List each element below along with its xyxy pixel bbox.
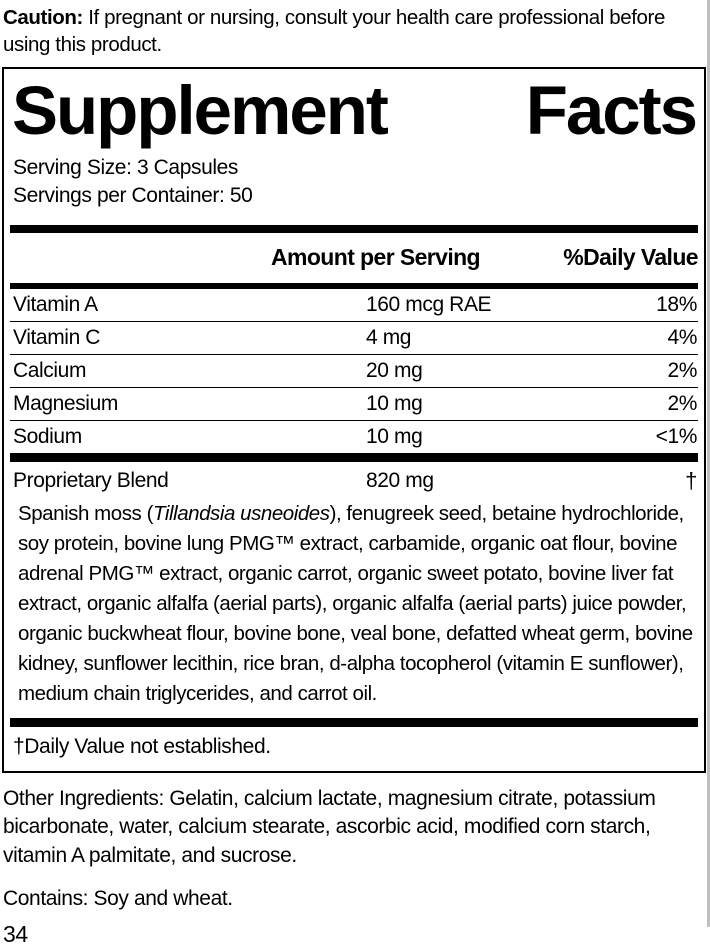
- daily-value-footnote: †Daily Value not established.: [13, 734, 271, 758]
- column-header-daily-value: %Daily Value: [563, 243, 698, 270]
- panel-title-word-facts: Facts: [525, 72, 696, 149]
- blend-amount: 820 mg: [366, 468, 434, 492]
- nutrient-name: Calcium: [13, 358, 87, 382]
- nutrient-daily-value: 2%: [667, 391, 697, 415]
- blend-description-suffix: ), fenugreek seed, betaine hydrochloride, soy protein, bovine lung PMG™ extract, carbamide, organic oat flour, bovine adrenal PMG™ extract, organic carrot, organic sweet potato, bovine liver fat extract, organic alfalfa (aerial parts), organic alfalfa (aerial parts) juice powder, organic buckwheat flour, bovine bone, veal bone, defatted wheat germ, bovine kidney, sunflower lecithin, rice bran, d-alpha tocopherol (vitamin E sunflower), medium chain triglycerides, and carrot oil.: [18, 501, 693, 705]
- blend-dagger: †: [685, 467, 697, 493]
- blend-name: Proprietary Blend: [13, 468, 169, 492]
- contains-statement: Contains: Soy and wheat.: [3, 887, 233, 911]
- nutrient-daily-value: 18%: [656, 292, 697, 316]
- nutrient-name: Magnesium: [13, 391, 118, 415]
- blend-description: [10, 497, 702, 718]
- nutrient-amount: 10 mg: [366, 424, 423, 448]
- other-ingredients: Other Ingredients: Gelatin, calcium lactate, magnesium citrate, potassium bicarbonate, water, calcium stearate, ascorbic acid, modified corn starch, vitamin A palmitate, and sucrose.: [3, 786, 656, 867]
- column-header-amount: Amount per Serving: [271, 243, 481, 270]
- nutrient-amount: 4 mg: [366, 325, 412, 349]
- serving-size: Serving Size: 3 Capsules: [13, 155, 239, 179]
- nutrient-name: Vitamin C: [13, 325, 101, 349]
- caution-label: Caution:: [3, 6, 83, 29]
- divider-bar-thick: [10, 718, 698, 727]
- nutrient-amount: 160 mcg RAE: [366, 292, 492, 316]
- caution-text: [2, 4, 684, 58]
- nutrient-row: [10, 421, 698, 453]
- supplement-facts-panel: [2, 67, 706, 773]
- proprietary-blend-row: [10, 462, 698, 497]
- nutrient-name: Vitamin A: [13, 292, 98, 316]
- nutrient-amount: 10 mg: [366, 391, 423, 415]
- nutrient-amount: 20 mg: [366, 358, 423, 382]
- blend-description-prefix: Spanish moss (: [18, 501, 153, 525]
- nutrient-row: [10, 322, 698, 354]
- serving-info: [10, 154, 698, 211]
- nutrient-daily-value: <1%: [655, 424, 697, 448]
- nutrient-daily-value: 2%: [667, 358, 697, 382]
- panel-title-word-supplement: Supplement: [12, 72, 387, 149]
- divider-bar-thick: [10, 225, 698, 233]
- nutrient-row: [10, 355, 698, 387]
- blend-latin-name: Tillandsia usneoides: [152, 501, 330, 525]
- nutrient-row: [10, 388, 698, 420]
- column-header-row: [10, 233, 698, 283]
- page-number: 34: [3, 921, 28, 948]
- servings-per-container: Servings per Container: 50: [13, 184, 253, 208]
- nutrient-name: Sodium: [13, 424, 82, 448]
- caution-body: If pregnant or nursing, consult your health care professional before using this product.: [3, 6, 665, 56]
- nutrient-row: [10, 289, 698, 321]
- divider-bar-thick: [10, 453, 698, 462]
- nutrient-daily-value: 4%: [667, 325, 697, 349]
- panel-title: [10, 69, 698, 149]
